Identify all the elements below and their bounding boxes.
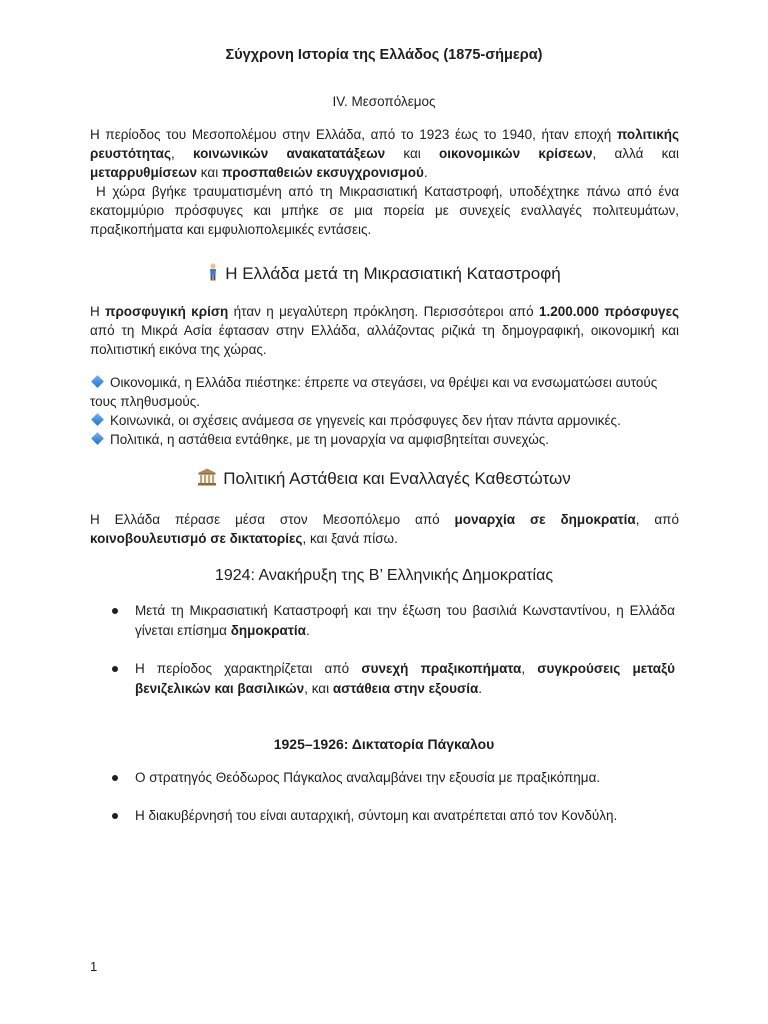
section-heading-asia-minor: Η Ελλάδα μετά τη Μικρασιατική Καταστροφή xyxy=(0,263,768,286)
section-heading-1924: 1924: Ανακήρυξη της Β’ Ελληνικής Δημοκρατίας xyxy=(214,567,554,584)
blue-diamond-icon xyxy=(91,432,104,445)
blue-diamond-icon xyxy=(91,375,104,388)
standing-person-icon xyxy=(207,263,219,286)
bullet-dot-icon xyxy=(112,666,118,672)
instability-paragraph: Η Ελλάδα πέρασε μέσα στον Μεσοπόλεμο από μοναρχία σε δημοκρατία, από κοινοβουλευτισμό σε δικτατορίες, και ξανά πίσω. xyxy=(90,512,679,546)
bullet-dot-icon xyxy=(112,813,118,819)
section-heading-instability: Πολιτική Αστάθεια και Εναλλαγές Καθεστώτων xyxy=(0,468,768,491)
list-item: Μετά τη Μικρασιατική Καταστροφή και την έξωση του βασιλιά Κωνσταντίνου, η Ελλάδα γίνεται επίσημα δημοκρατία. xyxy=(115,601,675,641)
intro-paragraph-2: Η χώρα βγήκε τραυματισμένη από τη Μικρασιατική Καταστροφή, υποδέχτηκε πάνω από ένα εκατομμύριο πρόσφυγες και μπήκε σε μια πορεία με συνεχείς εναλλαγές πολιτευμάτων, πραξικοπήματα και εμφυλιοπολεμικές εντάσεις. xyxy=(90,184,679,237)
refugee-paragraph: Η προσφυγική κρίση ήταν η μεγαλύτερη πρόκληση. Περισσότεροι από 1.200.000 πρόσφυγες από τη Μικρά Ασία έφτασαν στην Ελλάδα, αλλάζοντας ριζικά τη δημογραφική, οικονομική και πολιτιστική εικόνα της χώρας. xyxy=(90,304,679,357)
page-number: 1 xyxy=(90,959,98,974)
classical-building-icon xyxy=(197,468,217,491)
list-item: Οικονομικά, η Ελλάδα πιέστηκε: έπρεπε να στεγάσει, να θρέψει και να ενσωματώσει αυτούς τους πληθυσμούς. xyxy=(90,375,658,409)
chapter-subtitle: IV. Μεσοπόλεμος xyxy=(332,94,436,109)
blue-diamond-icon xyxy=(91,413,104,426)
document-title: Σύγχρονη Ιστορία της Ελλάδος (1875-σήμερα) xyxy=(225,47,543,63)
list-item: Η διακυβέρνησή του είναι αυταρχική, σύντομη και ανατρέπεται από τον Κονδύλη. xyxy=(115,806,675,826)
list-item: Η περίοδος χαρακτηρίζεται από συνεχή πραξικοπήματα, συγκρούσεις μεταξύ βενιζελικών και βασιλικών, και αστάθεια στην εξουσία. xyxy=(115,659,675,699)
bullet-dot-icon xyxy=(112,608,118,614)
list-item: Ο στρατηγός Θεόδωρος Πάγκαλος αναλαμβάνει την εξουσία με πραξικόπημα. xyxy=(115,768,675,788)
section-heading-pangalos: 1925–1926: Δικτατορία Πάγκαλου xyxy=(273,736,495,752)
intro-paragraph: Η περίοδος του Μεσοπολέμου στην Ελλάδα, από το 1923 έως το 1940, ήταν εποχή πολιτικής ρευστότητας, κοινωνικών ανακατατάξεων και οικονομικών κρίσεων, αλλά και μεταρρυθμίσεων και προσπαθειών εκσυγχρονισμού. xyxy=(90,127,680,180)
list-item: Κοινωνικά, οι σχέσεις ανάμεσα σε γηγενείς και πρόσφυγες δεν ήταν πάντα αρμονικές. xyxy=(90,411,679,430)
list-item: Πολιτικά, η αστάθεια εντάθηκε, με τη μοναρχία να αμφισβητείται συνεχώς. xyxy=(90,430,679,449)
bullet-dot-icon xyxy=(112,775,118,781)
